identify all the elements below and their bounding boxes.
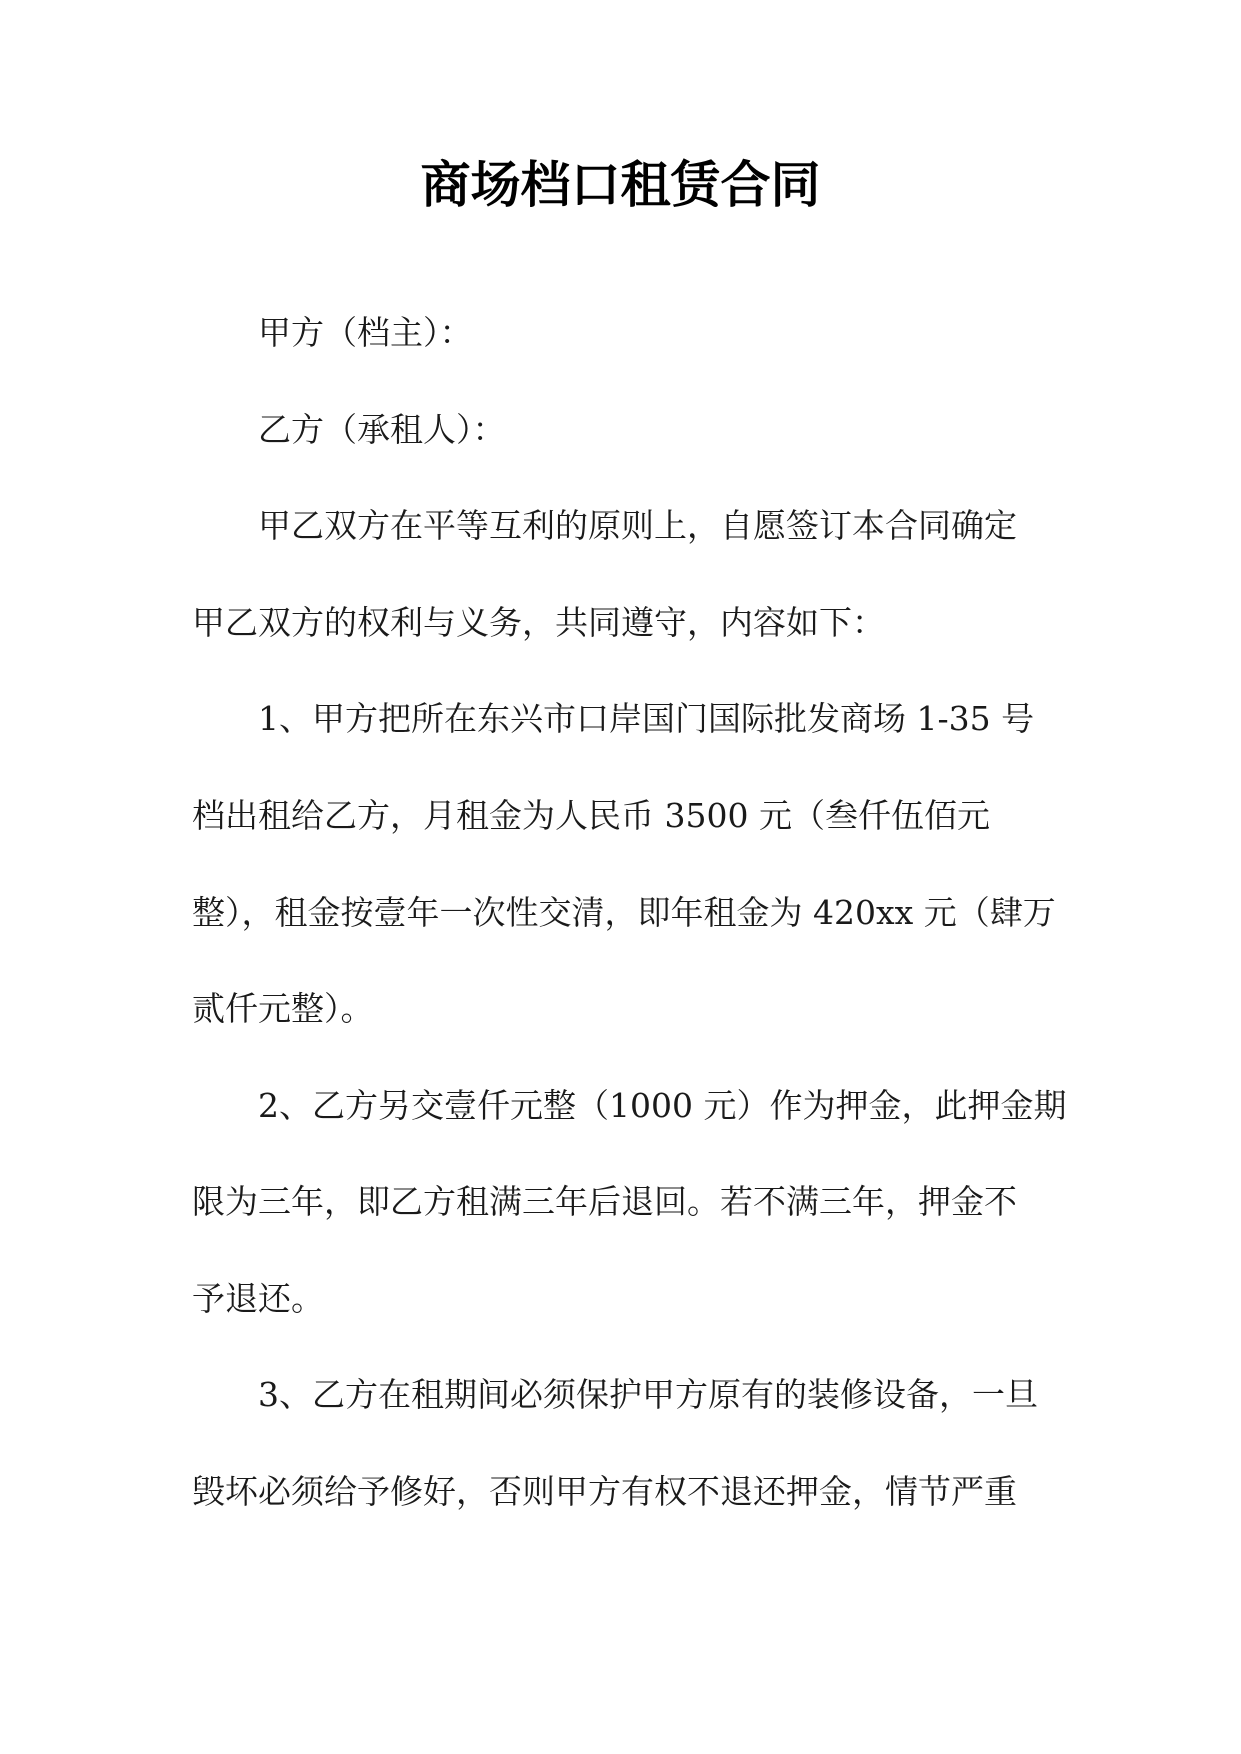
clause-1-line-1: 1、甲方把所在东兴市口岸国门国际批发商场 1-35 号 bbox=[258, 699, 1035, 738]
clause-2-line-1: 2、乙方另交壹仟元整（1000 元）作为押金，此押金期 bbox=[258, 1086, 1067, 1125]
clause-2-line-3: 予退还。 bbox=[192, 1279, 324, 1318]
clause-1-line-3: 整），租金按壹年一次性交清，即年租金为 420xx 元（肆万 bbox=[192, 893, 1056, 932]
party-a-line: 甲方（档主）： bbox=[258, 313, 473, 352]
clause-1-line-2: 档出租给乙方，月租金为人民币 3500 元（叁仟伍佰元 bbox=[192, 796, 990, 835]
clause-2-line-2: 限为三年，即乙方租满三年后退回。若不满三年，押金不 bbox=[192, 1182, 1017, 1221]
clause-1-line-4: 贰仟元整）。 bbox=[192, 989, 374, 1028]
paragraph-intro-line-2: 甲乙双方的权利与义务，共同遵守，内容如下： bbox=[192, 603, 885, 642]
document-title: 商场档口租赁合同 bbox=[420, 156, 821, 214]
clause-3-line-2: 毁坏必须给予修好，否则甲方有权不退还押金，情节严重 bbox=[192, 1472, 1017, 1511]
party-b-line: 乙方（承租人）： bbox=[258, 410, 506, 449]
paragraph-intro-line-1: 甲乙双方在平等互利的原则上，自愿签订本合同确定 bbox=[258, 506, 1017, 545]
clause-3-line-1: 3、乙方在租期间必须保护甲方原有的装修设备，一旦 bbox=[258, 1375, 1038, 1414]
